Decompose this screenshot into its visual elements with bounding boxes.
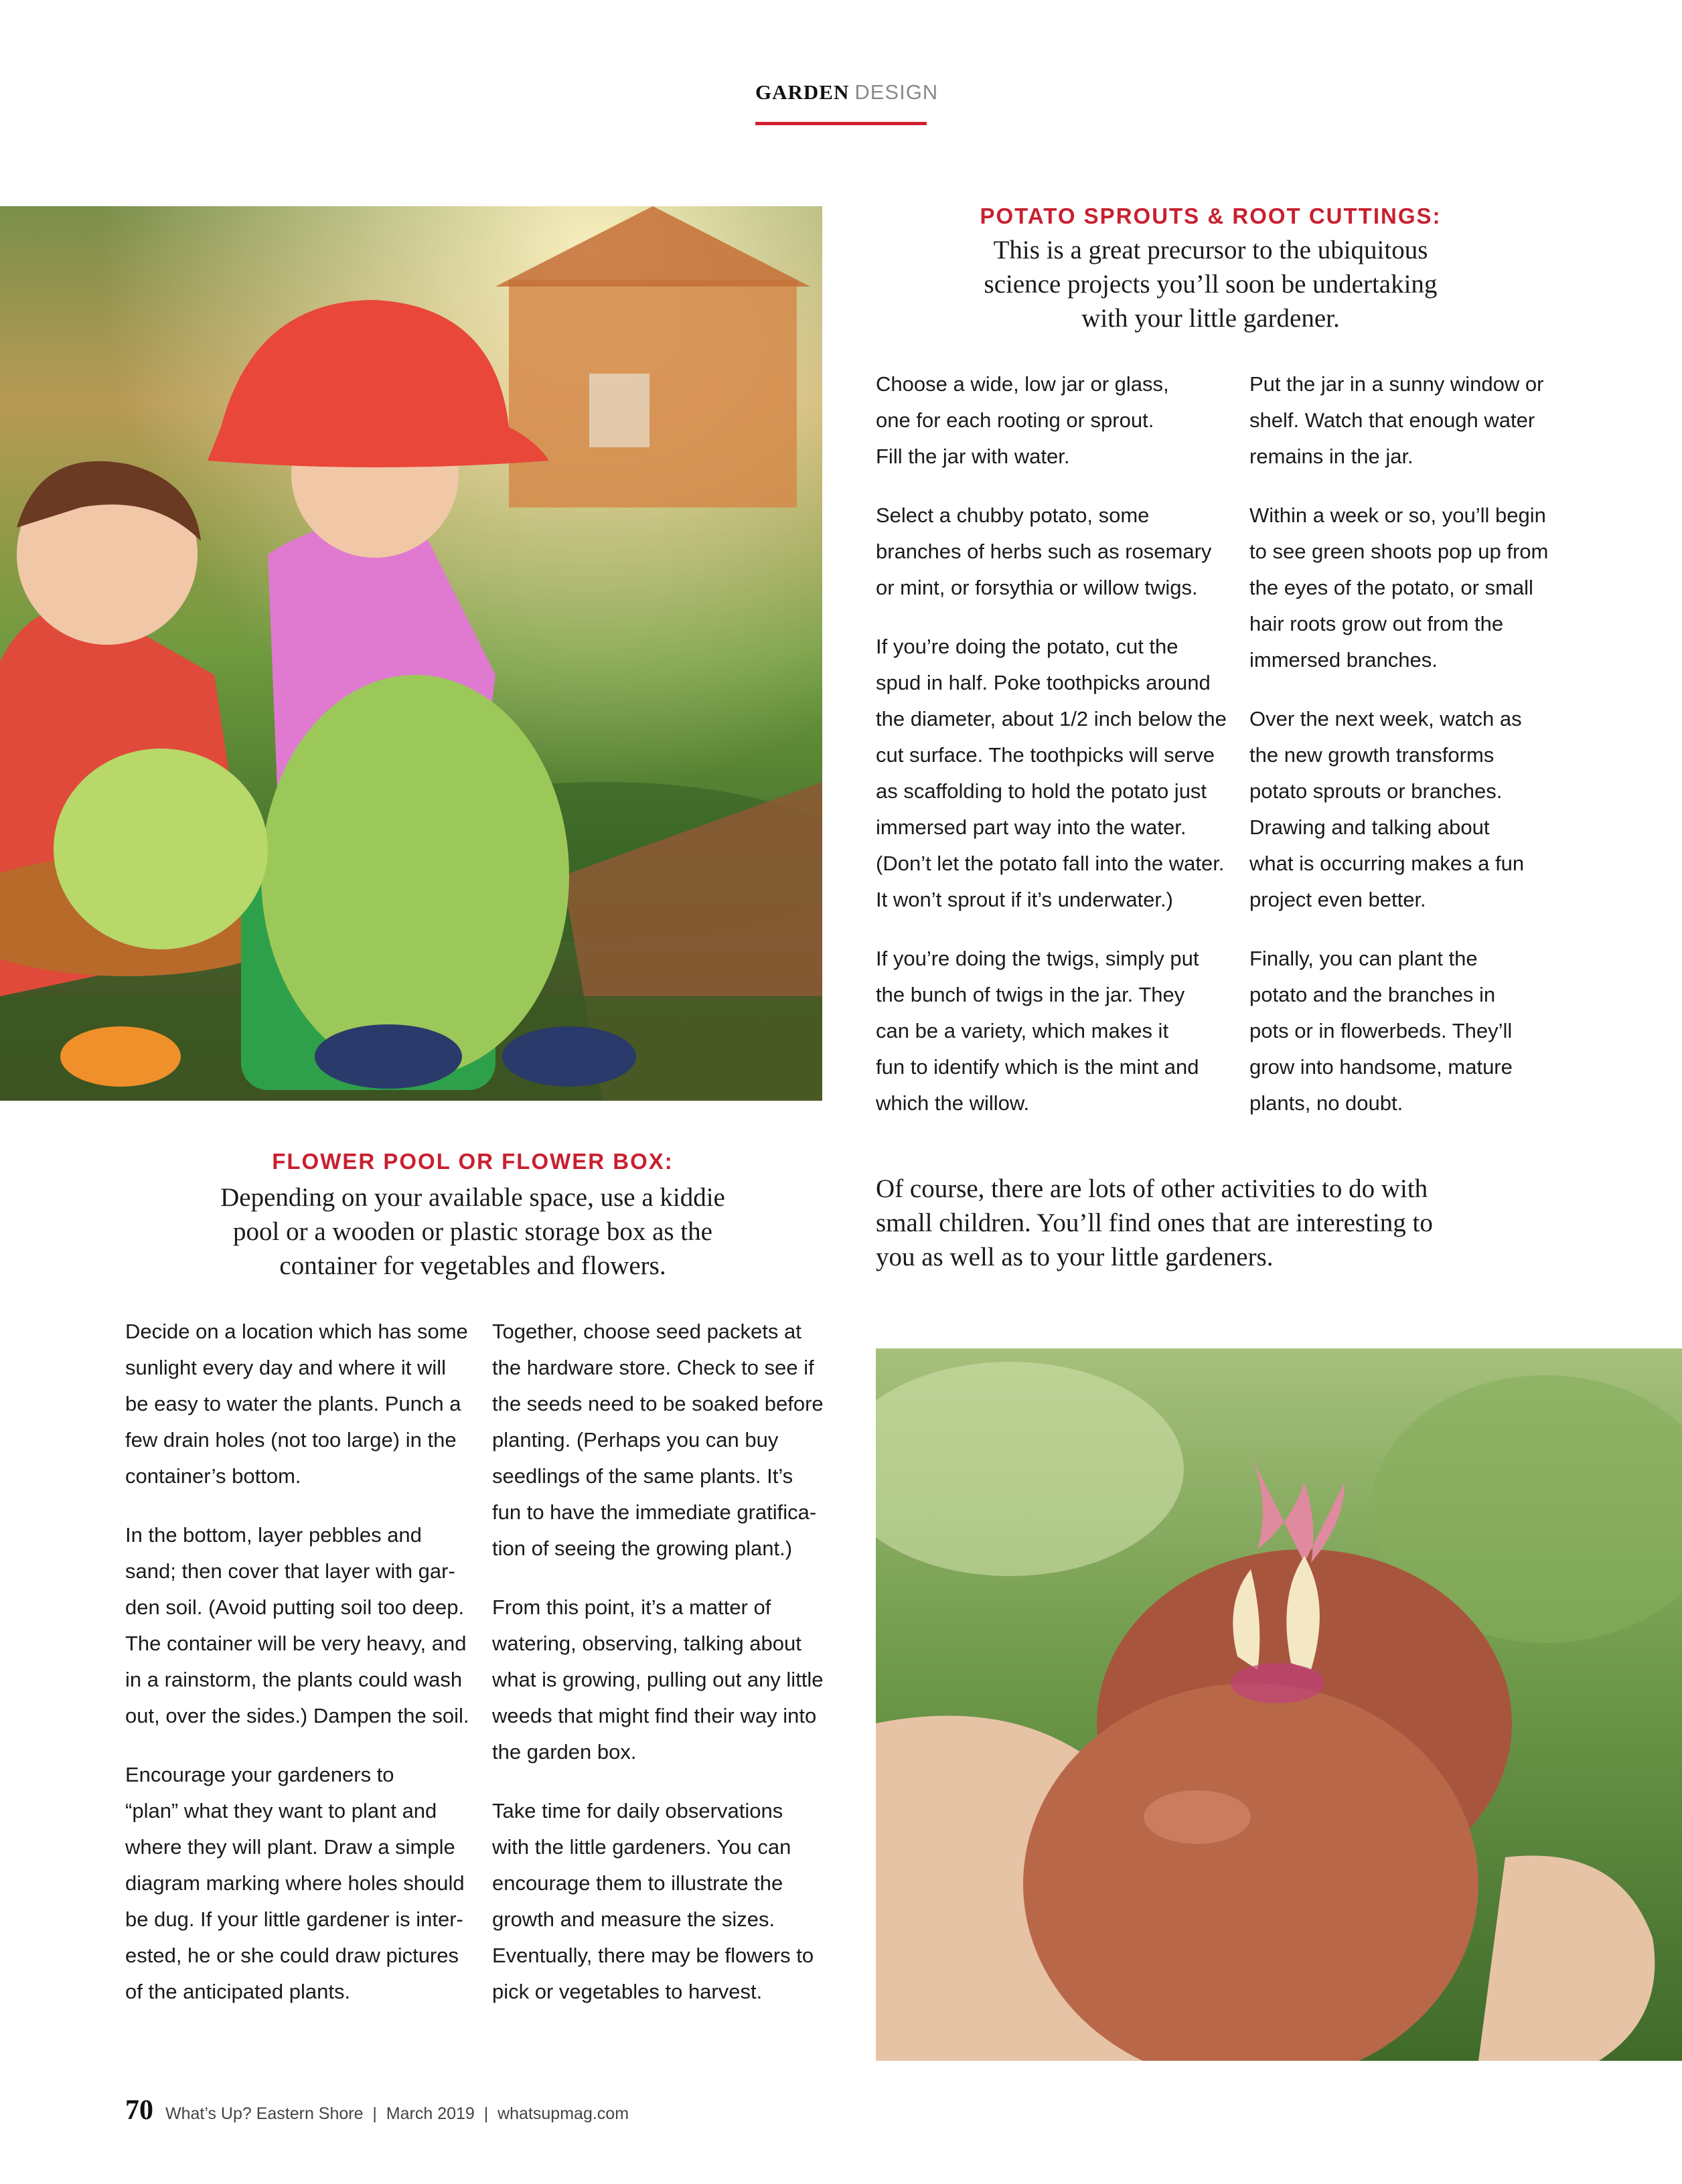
paragraph: Over the next week, watch as the new growth transforms potato sprouts or branches. Drawing and talking about what is occurring makes a fun project even better. xyxy=(1249,707,1525,911)
potatoes-illustration xyxy=(876,1348,1682,2061)
paragraph: If you’re doing the potato, cut the spud in half. Poke toothpicks around the diameter, about 1/2 inch below the cut surface. The toothpicks will serve as scaffolding to hold the potato just immersed part way into the water. (Don’t let the potato fall into the water. It won’t sprout if it’s underwater.) xyxy=(876,635,1227,911)
page-number: 70 xyxy=(125,2095,153,2126)
paragraph: Choose a wide, low jar or glass, one for each rooting or sprout. Fill the jar with water. xyxy=(876,372,1169,468)
section-header-secondary: DESIGN xyxy=(854,80,939,104)
flower-section-deck: Depending on your available space, use a kiddie pool or a wooden or plastic storage box as the container for vegetables and flowers. xyxy=(220,1183,725,1280)
paragraph: Put the jar in a sunny window or shelf. Watch that enough water remains in the jar. xyxy=(1249,372,1544,468)
footer-publication-info: What’s Up? Eastern Shore | March 2019 | whatsupmag.com xyxy=(165,2104,629,2123)
section-header-primary: GARDEN xyxy=(755,80,850,104)
paragraph: Together, choose seed packets at the hardware store. Check to see if the seeds need to be soaked before planting. (Perhaps you can buy seedlings of the same plants. It’s fun to have the immediate gratifica- tion of seeing the growing plant.) xyxy=(492,1320,824,1560)
paragraph: Take time for daily observations with the little gardeners. You can encourage them to illustrate the growth and measure the sizes. Eventually, there may be flowers to pick or vegetables to harvest. xyxy=(492,1799,814,2003)
paragraph: In the bottom, layer pebbles and sand; then cover that layer with gar- den soil. (Avoid putting soil too deep. The container will be very heavy, and in a rainstorm, the plants could wash out, over the sides.) Dampen the soil. xyxy=(125,1523,469,1727)
page-footer xyxy=(125,2094,629,2126)
sprouting-potatoes-photo xyxy=(876,1348,1682,2061)
paragraph: Decide on a location which has some sunlight every day and where it will be easy to water the plants. Punch a few drain holes (not too large) in the container’s bottom. xyxy=(125,1320,468,1488)
kids-garden-illustration xyxy=(0,206,822,1101)
section-header xyxy=(755,80,939,104)
paragraph: If you’re doing the twigs, simply put the bunch of twigs in the jar. They can be a variety, which makes it fun to identify which is the mint and which the willow. xyxy=(876,947,1199,1115)
flower-column-right xyxy=(492,1314,840,2033)
paragraph: Encourage your gardeners to “plan” what they want to plant and where they will plant. Draw a simple diagram marking where holes should be dug. If your little gardener is inter- ested, he or she could draw pictures of the anticipated plants. xyxy=(125,1763,465,2003)
potato-section-kicker: POTATO SPROUTS & ROOT CUTTINGS: xyxy=(980,204,1442,228)
paragraph: From this point, it’s a matter of watering, observing, talking about what is growing, pulling out any little weeds that might find their way into the garden box. xyxy=(492,1595,824,1764)
kids-garden-photo xyxy=(0,206,822,1101)
potato-column-left xyxy=(876,366,1237,1144)
paragraph: Select a chubby potato, some branches of herbs such as rosemary or mint, or forsythia or willow twigs. xyxy=(876,503,1212,599)
closing-paragraph: Of course, there are lots of other activities to do with small children. You’ll find ones that are interesting to you as well as to your little gardeners. xyxy=(876,1174,1433,1271)
section-header-rule xyxy=(755,122,927,125)
potato-column-right xyxy=(1249,366,1624,1144)
paragraph: Within a week or so, you’ll begin to see green shoots pop up from the eyes of the potato, or small hair roots grow out from the immersed branches. xyxy=(1249,503,1549,672)
potato-section-deck: This is a great precursor to the ubiquitous science projects you’ll soon be undertaking with your little gardener. xyxy=(984,236,1438,333)
flower-column-left xyxy=(125,1314,480,2033)
flower-section-kicker: FLOWER POOL OR FLOWER BOX: xyxy=(272,1149,674,1174)
paragraph: Finally, you can plant the potato and the branches in pots or in flowerbeds. They’ll grow into handsome, mature plants, no doubt. xyxy=(1249,947,1513,1115)
